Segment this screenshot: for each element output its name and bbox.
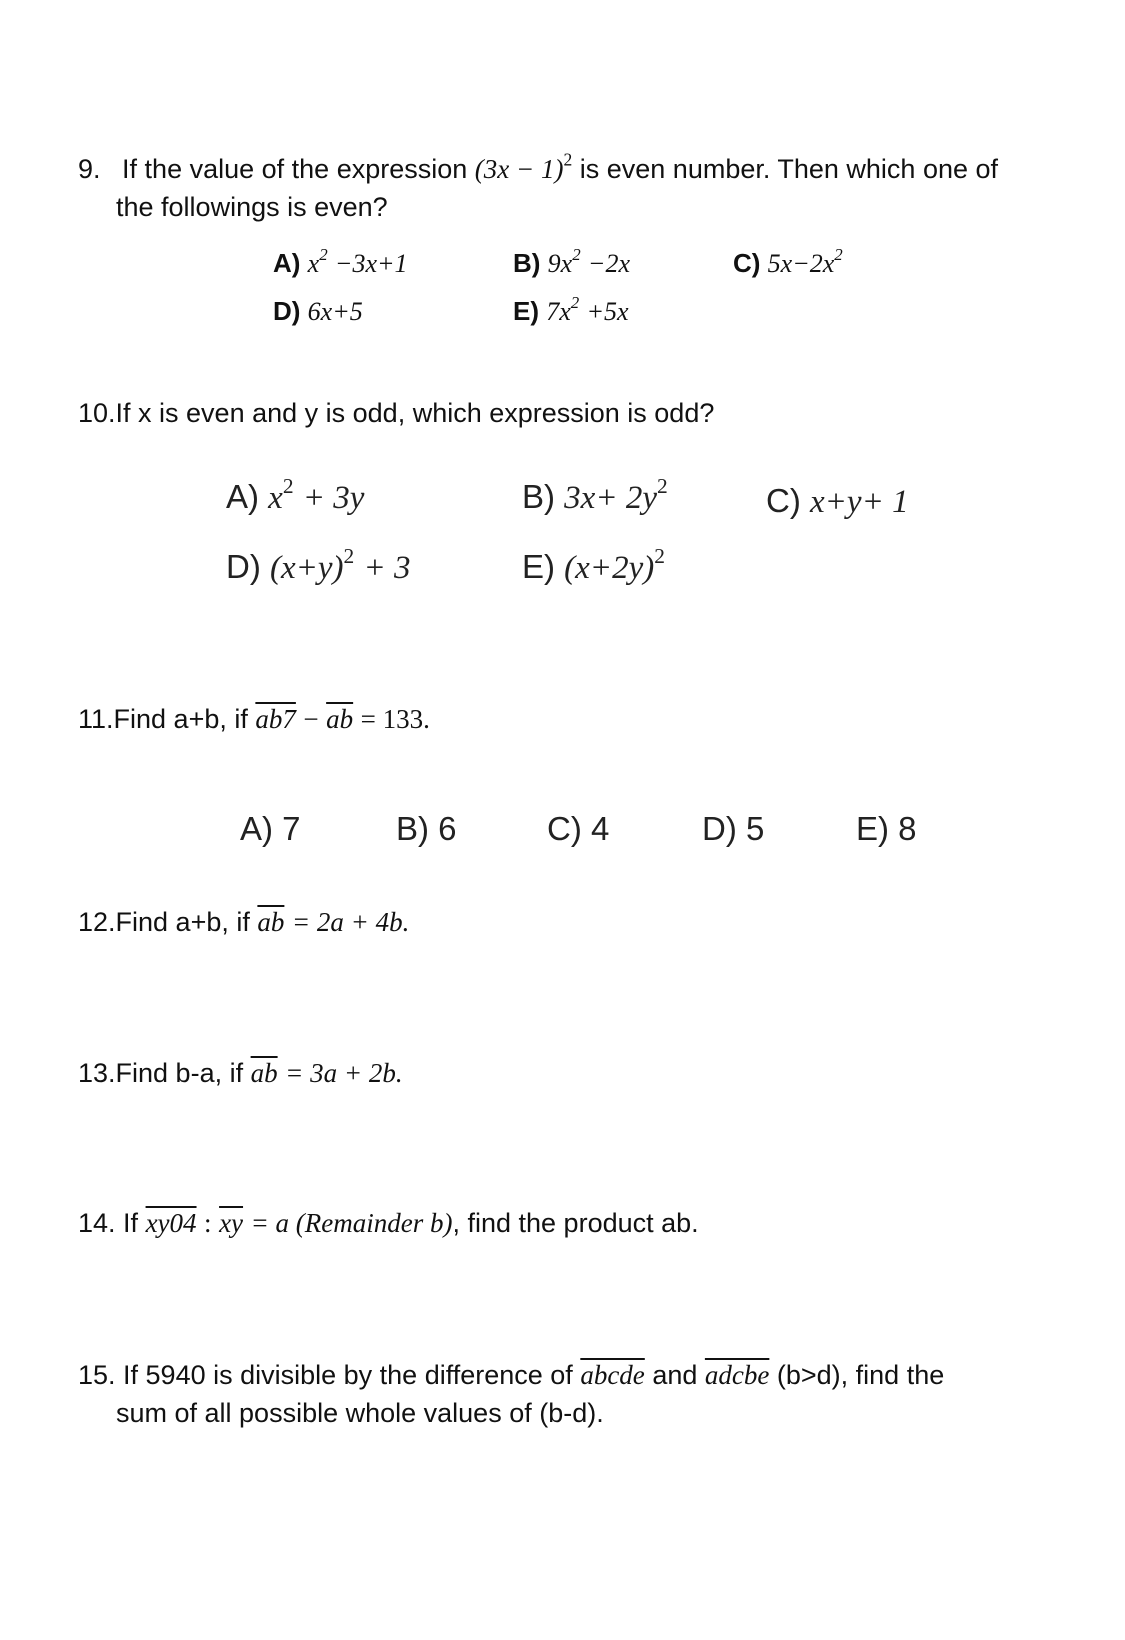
option-c: C) 4 [547, 810, 610, 847]
question-15-line-2: sum of all possible whole values of (b-d). [116, 1398, 604, 1428]
question-13-text: 13.Find b-a, if $\overline{ab} = 3a + 2b$. [78, 1058, 403, 1088]
option-a: A) 7 [240, 810, 301, 847]
question-12-text: 12.Find a+b, if $\overline{ab} = 2a + 4b$. [78, 907, 410, 937]
option-c: C) x+y+ 1 [766, 482, 909, 520]
question-9-line-1: 9. If the value of the expression $(3x - 1)^2$ is even number. Then which one of [78, 149, 999, 184]
number-ab: $\overline{ab}$ [257, 907, 285, 937]
option-d: D) 6x+5 [273, 296, 363, 326]
question-9-line-2: the followings is even? [116, 192, 388, 222]
question-9-number: 9. [78, 154, 101, 184]
question-14-text: 14. If xy04 : $\overline{xy} = a$ (Remainder b), find the product ab. [78, 1208, 699, 1238]
option-d: D) $(x+y)^2 + 3$ [226, 544, 411, 586]
question-10-text: 10.If x is even and y is odd, which expression is odd? [78, 398, 715, 428]
question-11-text: 11.Find a+b, if $ab7 - \overline{ab} = 133$. [78, 704, 430, 734]
option-c: C) $5x-2x^2$ [733, 245, 843, 278]
expression: $(3x - 1)^2$ [474, 149, 573, 184]
option-b: B) $9x^2 -2x$ [513, 245, 630, 278]
option-b: B) $3x+ 2y^2$ [522, 474, 668, 516]
number-ab7: ab7 [255, 704, 296, 734]
option-e: E) $7x^2 +5x$ [513, 293, 629, 326]
option-e: E) $(x+2y)^2$ [522, 544, 665, 586]
option-a: A) $x^2 -3x+1$ [273, 245, 408, 278]
number-xy: $\overline{xy}$ [219, 1208, 244, 1238]
number-ab: $\overline{ab}$ [250, 1058, 278, 1088]
option-d: D) 5 [702, 810, 765, 847]
number-adcbe: adcbe [704, 1360, 770, 1390]
option-b: B) 6 [396, 810, 457, 847]
number-abcde: abcde [580, 1360, 645, 1390]
question-15-line-1: 15. If 5940 is divisible by the difference of abcde and adcbe (b>d), find the [78, 1360, 945, 1390]
option-a: A) $x^2 + 3y$ [226, 474, 365, 516]
number-ab: $\overline{ab}$ [326, 704, 354, 734]
option-e: E) 8 [856, 810, 917, 847]
number-xy04: xy04 [145, 1208, 197, 1238]
